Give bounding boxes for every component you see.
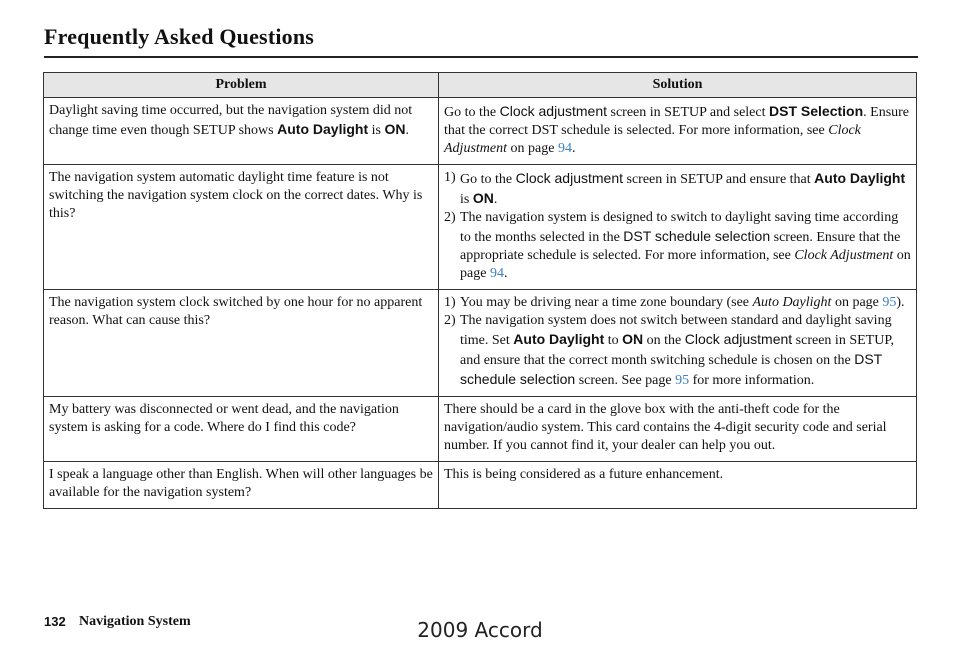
problem-cell: [44, 98, 439, 165]
page-title: Frequently Asked Questions: [44, 24, 315, 49]
text: on page: [831, 295, 883, 310]
ui-label: DST schedule selection: [623, 228, 771, 244]
text: This is being considered as a future enhancement.: [444, 467, 724, 482]
solution-cell: [439, 290, 917, 397]
table-row: [44, 290, 917, 397]
table-row: [44, 165, 917, 290]
ui-label: DST Selection: [769, 103, 864, 119]
table-row: [44, 98, 917, 165]
text: .: [493, 192, 498, 207]
text: screen in SETUP, and ensure that the correct month switching schedule is chosen on the: [460, 333, 895, 368]
ui-label: Clock adjustment: [684, 331, 793, 347]
text: is: [460, 192, 473, 207]
table-header-row: [44, 73, 917, 98]
text: on the: [643, 333, 685, 348]
solution-cell: [439, 165, 917, 290]
problem-cell: [44, 165, 439, 290]
item-number: 2): [444, 210, 456, 225]
solution-cell: [439, 397, 917, 462]
item-number: 2): [444, 313, 456, 328]
problem-cell: [44, 397, 439, 462]
text: The navigation system automatic daylight time feature is not switching the navigation system clock on the correct dates. Why is this?: [49, 170, 423, 221]
solution-cell: [439, 462, 917, 509]
faq-table: [43, 72, 917, 509]
text: screen. Ensure that the appropriate schedule is selected. For more information, see: [460, 230, 901, 263]
item-text: [460, 294, 911, 312]
column-header-problem: Problem: [44, 73, 439, 98]
ui-label: ON: [384, 121, 406, 137]
text: ).: [896, 295, 905, 310]
problem-cell: [44, 462, 439, 509]
ui-label: ON: [622, 331, 644, 347]
text: screen in SETUP and select: [607, 105, 769, 120]
solution-item: [444, 294, 911, 312]
text: My battery was disconnected or went dead, and the navigation system is asking for a code. Where do I find this code?: [49, 402, 399, 435]
problem-cell: [44, 290, 439, 397]
section-name: Navigation System: [79, 614, 191, 629]
text: The navigation system does not switch between standard and daylight saving time. Set: [460, 313, 892, 348]
page-link[interactable]: 94: [557, 141, 572, 156]
text: I speak a language other than English. When will other languages be available for the navigation system?: [49, 467, 433, 500]
item-text: [460, 312, 911, 390]
text: screen in SETUP and ensure that: [623, 172, 815, 187]
ui-label: Auto Daylight: [277, 121, 369, 137]
text: . Ensure that the correct DST schedule is selected. For more information, see: [444, 105, 910, 138]
text: is: [368, 123, 385, 138]
table-row: [44, 462, 917, 509]
solution-cell: [439, 98, 917, 165]
text: to: [604, 333, 623, 348]
page-number: 132: [44, 614, 66, 629]
text: on page: [507, 141, 558, 156]
ui-label: Clock adjustment: [499, 103, 607, 119]
text: The navigation system clock switched by one hour for no apparent reason. What can cause this?: [49, 295, 423, 328]
ui-label: Auto Daylight: [814, 170, 906, 186]
text: Go to the: [460, 172, 516, 187]
title-divider: [44, 56, 918, 58]
solution-item: [444, 209, 911, 283]
solution-item: [444, 169, 911, 209]
ui-label: Clock adjustment: [515, 170, 623, 186]
item-text: [460, 209, 911, 283]
item-number: 1): [444, 170, 456, 185]
text: Daylight saving time occurred, but the navigation system did not change time even though SETUP shows: [49, 103, 413, 138]
page-link[interactable]: 95: [882, 295, 897, 310]
ui-label: DST schedule selection: [460, 351, 882, 387]
page-link[interactable]: 95: [675, 373, 690, 388]
text: .: [405, 123, 409, 138]
item-text: [460, 169, 911, 209]
text: You may be driving near a time zone boundary (see: [460, 295, 753, 310]
text: .: [571, 141, 576, 156]
cross-reference: Clock Adjustment: [794, 248, 894, 263]
text: screen. See page: [575, 373, 676, 388]
item-number: 1): [444, 295, 456, 310]
cross-reference: Auto Daylight: [752, 295, 832, 310]
watermark: 2009 Accord: [417, 618, 543, 642]
solution-item: [444, 312, 911, 390]
text: The navigation system is designed to switch to daylight saving time according to the months selected in the: [460, 210, 899, 245]
ui-label: ON: [472, 190, 494, 206]
text: .: [503, 266, 508, 281]
page-link[interactable]: 94: [489, 266, 504, 281]
table-row: [44, 397, 917, 462]
text: for more information.: [689, 373, 815, 388]
ui-label: Auto Daylight: [513, 331, 605, 347]
text: on page: [460, 248, 911, 281]
column-header-solution: Solution: [439, 73, 917, 98]
text: Go to the: [444, 105, 500, 120]
text: There should be a card in the glove box with the anti-theft code for the navigation/audio system. This card contains the 4-digit security code and serial number. If you cannot find it, your dealer can help you out.: [444, 402, 887, 453]
cross-reference: Clock Adjustment: [444, 123, 861, 156]
